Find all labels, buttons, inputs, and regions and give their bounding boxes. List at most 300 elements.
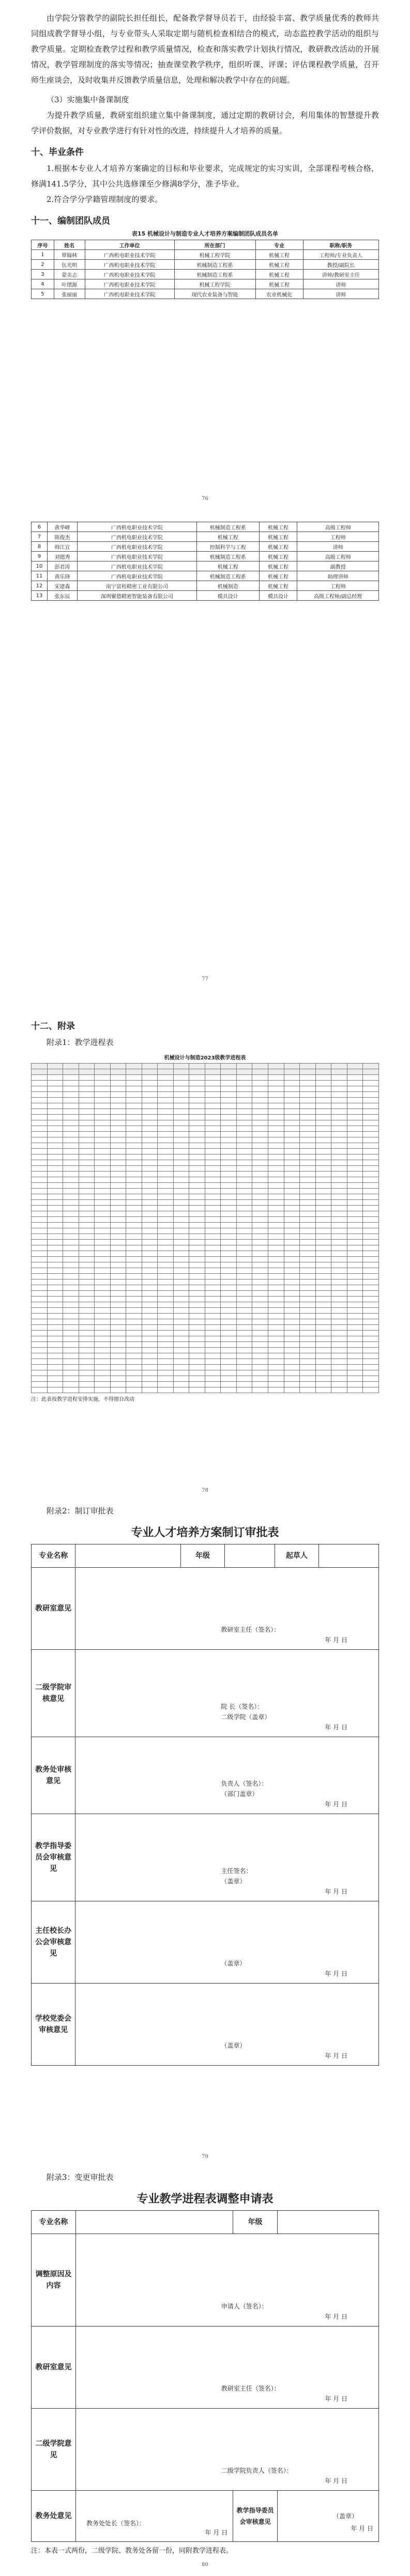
page-77 bbox=[31, 522, 379, 601]
schedule-cell bbox=[268, 1149, 284, 1154]
schedule-cell bbox=[173, 1132, 189, 1137]
schedule-cell bbox=[95, 1359, 111, 1365]
schedule-cell bbox=[252, 1336, 268, 1342]
column-header: 所在部门 bbox=[174, 240, 255, 250]
schedule-cell bbox=[142, 1103, 158, 1109]
schedule-cell bbox=[315, 1376, 331, 1382]
schedule-cell bbox=[331, 1064, 347, 1069]
schedule-cell bbox=[221, 1126, 237, 1132]
page-number: 79 bbox=[202, 2154, 208, 2160]
schedule-cell bbox=[79, 1132, 95, 1137]
schedule-cell bbox=[315, 1348, 331, 1353]
schedule-cell bbox=[173, 1342, 189, 1348]
schedule-cell bbox=[268, 1217, 284, 1223]
schedule-cell bbox=[110, 1132, 126, 1137]
table-cell: 机械工程学院 bbox=[174, 279, 255, 289]
page-number: 78 bbox=[202, 1488, 208, 1493]
schedule-cell bbox=[79, 1308, 95, 1314]
schedule-cell bbox=[79, 1149, 95, 1154]
schedule-cell bbox=[205, 1245, 221, 1251]
schedule-cell bbox=[221, 1132, 237, 1137]
schedule-cell bbox=[158, 1297, 174, 1302]
schedule-cell bbox=[126, 1183, 142, 1189]
schedule-cell bbox=[284, 1143, 300, 1149]
schedule-cell bbox=[205, 1098, 221, 1103]
schedule-cell bbox=[268, 1251, 284, 1257]
schedule-cell bbox=[315, 1319, 331, 1325]
schedule-cell bbox=[32, 1291, 48, 1297]
schedule-cell bbox=[221, 1302, 237, 1308]
schedule-cell bbox=[79, 1325, 95, 1331]
schedule-cell bbox=[205, 1126, 221, 1132]
schedule-cell bbox=[126, 1149, 142, 1154]
schedule-cell bbox=[189, 1154, 205, 1160]
signature-line: 申请人（签名）： bbox=[221, 2303, 268, 2310]
schedule-cell bbox=[47, 1109, 63, 1115]
schedule-cell bbox=[221, 1223, 237, 1228]
drafter-value-cell[interactable] bbox=[318, 1544, 378, 1568]
schedule-cell bbox=[252, 1200, 268, 1206]
schedule-cell bbox=[63, 1092, 79, 1098]
schedule-cell bbox=[300, 1069, 316, 1075]
schedule-cell bbox=[252, 1291, 268, 1297]
schedule-cell bbox=[110, 1376, 126, 1382]
opinion-cell[interactable] bbox=[75, 1814, 379, 1901]
schedule-cell bbox=[331, 1228, 347, 1234]
schedule-cell bbox=[300, 1194, 316, 1200]
schedule-cell bbox=[315, 1325, 331, 1331]
schedule-cell bbox=[347, 1172, 363, 1177]
schedule-cell bbox=[79, 1234, 95, 1240]
schedule-cell bbox=[252, 1183, 268, 1189]
schedule-cell bbox=[32, 1336, 48, 1342]
schedule-cell bbox=[236, 1120, 252, 1126]
schedule-cell bbox=[47, 1081, 63, 1086]
schedule-cell bbox=[236, 1240, 252, 1245]
schedule-cell bbox=[189, 1336, 205, 1342]
schedule-cell bbox=[173, 1206, 189, 1211]
schedule-cell bbox=[315, 1365, 331, 1370]
schedule-cell bbox=[95, 1206, 111, 1211]
schedule-cell bbox=[252, 1109, 268, 1115]
schedule-cell bbox=[189, 1359, 205, 1365]
schedule-cell bbox=[252, 1189, 268, 1194]
schedule-cell bbox=[363, 1092, 379, 1098]
schedule-cell bbox=[79, 1109, 95, 1115]
table-cell: 广西机电职业技术学院 bbox=[78, 571, 197, 581]
table-cell: 现代农业装备与智能 bbox=[174, 289, 255, 299]
schedule-cell bbox=[268, 1262, 284, 1268]
schedule-cell bbox=[95, 1279, 111, 1285]
schedule-cell bbox=[300, 1092, 316, 1098]
schedule-cell bbox=[205, 1251, 221, 1257]
schedule-cell bbox=[189, 1137, 205, 1143]
schedule-cell bbox=[173, 1194, 189, 1200]
schedule-cell bbox=[173, 1297, 189, 1302]
schedule-cell bbox=[347, 1314, 363, 1319]
schedule-cell bbox=[347, 1086, 363, 1092]
table-cell: 机械工程 bbox=[255, 260, 303, 270]
schedule-cell bbox=[347, 1319, 363, 1325]
schedule-cell bbox=[331, 1069, 347, 1075]
schedule-cell bbox=[236, 1189, 252, 1194]
schedule-cell bbox=[142, 1228, 158, 1234]
schedule-cell bbox=[284, 1336, 300, 1342]
schedule-cell bbox=[221, 1370, 237, 1376]
schedule-cell bbox=[47, 1279, 63, 1285]
schedule-cell bbox=[32, 1081, 48, 1086]
schedule-cell bbox=[284, 1206, 300, 1211]
schedule-row bbox=[32, 1075, 379, 1081]
schedule-cell bbox=[63, 1115, 79, 1120]
schedule-caption: 机械设计与制造2023级教学进程表 bbox=[164, 1055, 246, 1061]
schedule-cell bbox=[236, 1285, 252, 1291]
schedule-cell bbox=[300, 1376, 316, 1382]
schedule-cell bbox=[205, 1302, 221, 1308]
schedule-row bbox=[32, 1223, 379, 1228]
schedule-cell bbox=[221, 1319, 237, 1325]
schedule-cell bbox=[142, 1382, 158, 1387]
schedule-row bbox=[32, 1302, 379, 1308]
schedule-cell bbox=[284, 1342, 300, 1348]
schedule-cell bbox=[252, 1262, 268, 1268]
schedule-cell bbox=[142, 1126, 158, 1132]
schedule-cell bbox=[79, 1200, 95, 1206]
schedule-cell bbox=[252, 1177, 268, 1183]
schedule-cell bbox=[221, 1268, 237, 1274]
opinion-cell[interactable] bbox=[75, 1650, 379, 1737]
schedule-cell bbox=[205, 1228, 221, 1234]
schedule-cell bbox=[331, 1285, 347, 1291]
schedule-cell bbox=[32, 1387, 48, 1393]
paragraph: 为提升教学质量，教研室组织建立集中备课制度，通过定期的教研讨会，利用集体的智慧提升教学评价数据，对专业教学进行有针对性的改进，持续提升人才培养的质量。 bbox=[31, 111, 379, 135]
schedule-cell bbox=[126, 1120, 142, 1126]
schedule-cell bbox=[142, 1149, 158, 1154]
opinion-cell[interactable] bbox=[75, 1568, 379, 1650]
schedule-cell bbox=[284, 1092, 300, 1098]
schedule-cell bbox=[347, 1291, 363, 1297]
schedule-cell bbox=[236, 1342, 252, 1348]
schedule-cell bbox=[284, 1098, 300, 1103]
schedule-cell bbox=[110, 1257, 126, 1262]
schedule-cell bbox=[173, 1234, 189, 1240]
schedule-cell bbox=[79, 1075, 95, 1081]
schedule-cell bbox=[173, 1211, 189, 1217]
schedule-cell bbox=[347, 1211, 363, 1217]
table-row bbox=[32, 581, 379, 591]
schedule-cell bbox=[110, 1285, 126, 1291]
schedule-cell bbox=[315, 1359, 331, 1365]
schedule-cell bbox=[331, 1353, 347, 1359]
schedule-cell bbox=[47, 1302, 63, 1308]
schedule-cell bbox=[315, 1331, 331, 1336]
schedule-cell bbox=[284, 1319, 300, 1325]
schedule-cell bbox=[284, 1194, 300, 1200]
schedule-cell bbox=[79, 1262, 95, 1268]
schedule-cell bbox=[173, 1183, 189, 1189]
table-cell: 韩江宜 bbox=[47, 542, 77, 552]
schedule-cell bbox=[284, 1177, 300, 1183]
table-row bbox=[32, 250, 379, 260]
schedule-cell bbox=[284, 1291, 300, 1297]
schedule-cell bbox=[158, 1370, 174, 1376]
table-cell: 机械制造工程系 bbox=[174, 260, 255, 270]
schedule-row bbox=[32, 1257, 379, 1262]
schedule-cell bbox=[205, 1103, 221, 1109]
schedule-cell bbox=[110, 1342, 126, 1348]
opinion-cell[interactable] bbox=[75, 2409, 378, 2491]
schedule-row bbox=[32, 1126, 379, 1132]
schedule-cell bbox=[110, 1262, 126, 1268]
schedule-cell bbox=[158, 1217, 174, 1223]
form-row bbox=[32, 1737, 379, 1814]
signature-line: 年 月 日 bbox=[325, 2052, 347, 2059]
appendix-label: 附录3：变更审批表 bbox=[47, 2173, 114, 2182]
schedule-row bbox=[32, 1132, 379, 1137]
schedule-cell bbox=[79, 1387, 95, 1393]
schedule-cell bbox=[32, 1069, 48, 1075]
schedule-cell bbox=[189, 1279, 205, 1285]
schedule-cell bbox=[315, 1194, 331, 1200]
schedule-cell bbox=[79, 1166, 95, 1172]
schedule-cell bbox=[347, 1069, 363, 1075]
schedule-cell bbox=[63, 1234, 79, 1240]
schedule-cell bbox=[126, 1359, 142, 1365]
schedule-cell bbox=[284, 1387, 300, 1393]
schedule-cell bbox=[110, 1081, 126, 1086]
table-row bbox=[32, 279, 379, 289]
schedule-cell bbox=[221, 1245, 237, 1251]
schedule-cell bbox=[63, 1319, 79, 1325]
schedule-cell bbox=[252, 1285, 268, 1291]
schedule-cell bbox=[47, 1274, 63, 1279]
schedule-cell bbox=[315, 1370, 331, 1376]
schedule-cell bbox=[158, 1206, 174, 1211]
major-value-cell[interactable] bbox=[75, 2211, 233, 2234]
schedule-cell bbox=[252, 1172, 268, 1177]
schedule-cell bbox=[315, 1189, 331, 1194]
schedule-cell bbox=[347, 1325, 363, 1331]
schedule-row bbox=[32, 1234, 379, 1240]
schedule-cell bbox=[236, 1251, 252, 1257]
schedule-cell bbox=[95, 1149, 111, 1154]
schedule-cell bbox=[173, 1189, 189, 1194]
schedule-cell bbox=[142, 1365, 158, 1370]
schedule-row bbox=[32, 1143, 379, 1149]
grade-value-cell[interactable] bbox=[278, 2211, 379, 2234]
schedule-cell bbox=[363, 1274, 379, 1279]
schedule-cell bbox=[126, 1194, 142, 1200]
schedule-cell bbox=[79, 1194, 95, 1200]
schedule-cell bbox=[221, 1376, 237, 1382]
schedule-cell bbox=[347, 1064, 363, 1069]
table-cell: 机械工程 bbox=[259, 581, 297, 591]
row-label: 主任校长办公会审核意见 bbox=[32, 1901, 75, 1984]
schedule-cell bbox=[32, 1120, 48, 1126]
schedule-cell bbox=[95, 1166, 111, 1172]
schedule-cell bbox=[236, 1081, 252, 1086]
form-row bbox=[32, 1901, 379, 1984]
opinion-cell[interactable] bbox=[75, 2234, 378, 2327]
schedule-cell bbox=[363, 1160, 379, 1166]
schedule-cell bbox=[315, 1086, 331, 1092]
schedule-cell bbox=[110, 1098, 126, 1103]
signature-line: 教研室主任（签名）： bbox=[221, 1626, 280, 1633]
schedule-cell bbox=[142, 1217, 158, 1223]
schedule-cell bbox=[79, 1382, 95, 1387]
schedule-cell bbox=[347, 1234, 363, 1240]
schedule-cell bbox=[47, 1268, 63, 1274]
table-cell: 5 bbox=[32, 289, 54, 299]
committee-cell[interactable] bbox=[278, 2491, 379, 2542]
schedule-cell bbox=[331, 1302, 347, 1308]
schedule-cell bbox=[331, 1365, 347, 1370]
schedule-cell bbox=[95, 1382, 111, 1387]
opinion-cell[interactable] bbox=[75, 1984, 379, 2066]
schedule-cell bbox=[315, 1120, 331, 1126]
schedule-row bbox=[32, 1064, 379, 1069]
schedule-cell bbox=[110, 1183, 126, 1189]
major-value-cell[interactable] bbox=[75, 1544, 181, 1568]
schedule-cell bbox=[347, 1154, 363, 1160]
schedule-cell bbox=[331, 1245, 347, 1251]
schedule-cell bbox=[252, 1149, 268, 1154]
schedule-cell bbox=[347, 1297, 363, 1302]
table-cell: 叶绪源 bbox=[54, 279, 85, 289]
schedule-cell bbox=[110, 1103, 126, 1109]
schedule-cell bbox=[363, 1353, 379, 1359]
schedule-cell bbox=[142, 1251, 158, 1257]
schedule-cell bbox=[142, 1234, 158, 1240]
schedule-cell bbox=[300, 1387, 316, 1393]
schedule-cell bbox=[268, 1348, 284, 1353]
schedule-cell bbox=[63, 1206, 79, 1211]
schedule-cell bbox=[363, 1217, 379, 1223]
schedule-cell bbox=[252, 1069, 268, 1075]
schedule-cell bbox=[347, 1251, 363, 1257]
schedule-cell bbox=[252, 1297, 268, 1302]
schedule-cell bbox=[347, 1120, 363, 1126]
signature-line: （盖章） bbox=[221, 1960, 246, 1967]
schedule-cell bbox=[268, 1308, 284, 1314]
schedule-cell bbox=[300, 1126, 316, 1132]
schedule-cell bbox=[363, 1245, 379, 1251]
schedule-cell bbox=[63, 1137, 79, 1143]
column-header: 姓名 bbox=[54, 240, 85, 250]
table-cell: 机械工程 bbox=[259, 561, 297, 571]
schedule-cell bbox=[236, 1353, 252, 1359]
schedule-cell bbox=[300, 1211, 316, 1217]
schedule-cell bbox=[284, 1382, 300, 1387]
schedule-cell bbox=[300, 1183, 316, 1189]
schedule-cell bbox=[79, 1211, 95, 1217]
schedule-cell bbox=[110, 1274, 126, 1279]
schedule-cell bbox=[63, 1200, 79, 1206]
schedule-cell bbox=[110, 1325, 126, 1331]
schedule-cell bbox=[205, 1120, 221, 1126]
schedule-cell bbox=[126, 1143, 142, 1149]
schedule-cell bbox=[142, 1348, 158, 1353]
table-cell: 南宁富桂精密工业有限公司 bbox=[78, 581, 197, 591]
schedule-cell bbox=[95, 1126, 111, 1132]
schedule-cell bbox=[252, 1279, 268, 1285]
schedule-cell bbox=[347, 1240, 363, 1245]
schedule-row bbox=[32, 1172, 379, 1177]
opinion-cell[interactable] bbox=[75, 1737, 379, 1814]
schedule-row bbox=[32, 1268, 379, 1274]
schedule-cell bbox=[315, 1274, 331, 1279]
schedule-cell bbox=[221, 1359, 237, 1365]
schedule-cell bbox=[47, 1075, 63, 1081]
schedule-cell bbox=[142, 1314, 158, 1319]
schedule-row bbox=[32, 1308, 379, 1314]
schedule-cell bbox=[47, 1177, 63, 1183]
schedule-cell bbox=[236, 1336, 252, 1342]
schedule-cell bbox=[300, 1149, 316, 1154]
table-cell: 机械工程 bbox=[259, 571, 297, 581]
schedule-cell bbox=[95, 1120, 111, 1126]
schedule-cell bbox=[173, 1268, 189, 1274]
schedule-cell bbox=[221, 1308, 237, 1314]
schedule-row bbox=[32, 1331, 379, 1336]
schedule-cell bbox=[205, 1086, 221, 1092]
schedule-cell bbox=[331, 1319, 347, 1325]
schedule-row bbox=[32, 1342, 379, 1348]
schedule-cell bbox=[221, 1217, 237, 1223]
schedule-cell bbox=[268, 1115, 284, 1120]
schedule-cell bbox=[110, 1189, 126, 1194]
schedule-cell bbox=[79, 1223, 95, 1228]
schedule-cell bbox=[126, 1103, 142, 1109]
schedule-cell bbox=[347, 1200, 363, 1206]
schedule-cell bbox=[126, 1382, 142, 1387]
schedule-cell bbox=[158, 1319, 174, 1325]
schedule-cell bbox=[189, 1370, 205, 1376]
table-cell: 伍光明 bbox=[54, 260, 85, 270]
academic-affairs-cell[interactable] bbox=[75, 2491, 233, 2542]
schedule-cell bbox=[268, 1075, 284, 1081]
schedule-cell bbox=[331, 1268, 347, 1274]
schedule-cell bbox=[32, 1308, 48, 1314]
schedule-cell bbox=[142, 1194, 158, 1200]
grade-value-cell[interactable] bbox=[225, 1544, 275, 1568]
schedule-cell bbox=[63, 1120, 79, 1126]
schedule-cell bbox=[284, 1359, 300, 1365]
schedule-cell bbox=[315, 1081, 331, 1086]
opinion-cell[interactable] bbox=[75, 1901, 379, 1984]
schedule-cell bbox=[268, 1228, 284, 1234]
schedule-cell bbox=[363, 1086, 379, 1092]
schedule-cell bbox=[173, 1314, 189, 1319]
schedule-cell bbox=[142, 1325, 158, 1331]
opinion-cell[interactable] bbox=[75, 2327, 378, 2409]
schedule-cell bbox=[79, 1353, 95, 1359]
schedule-cell bbox=[110, 1365, 126, 1370]
table-cell: 机械工程 bbox=[255, 270, 303, 279]
schedule-cell bbox=[363, 1382, 379, 1387]
schedule-cell bbox=[331, 1359, 347, 1365]
signature-line: 年 月 日 bbox=[325, 1636, 347, 1644]
schedule-cell bbox=[189, 1075, 205, 1081]
schedule-cell bbox=[236, 1297, 252, 1302]
schedule-cell bbox=[142, 1081, 158, 1086]
schedule-cell bbox=[221, 1279, 237, 1285]
schedule-cell bbox=[189, 1268, 205, 1274]
schedule-row bbox=[32, 1217, 379, 1223]
schedule-cell bbox=[110, 1348, 126, 1353]
schedule-cell bbox=[47, 1132, 63, 1137]
signature-line: 主任签名： bbox=[221, 1867, 252, 1875]
